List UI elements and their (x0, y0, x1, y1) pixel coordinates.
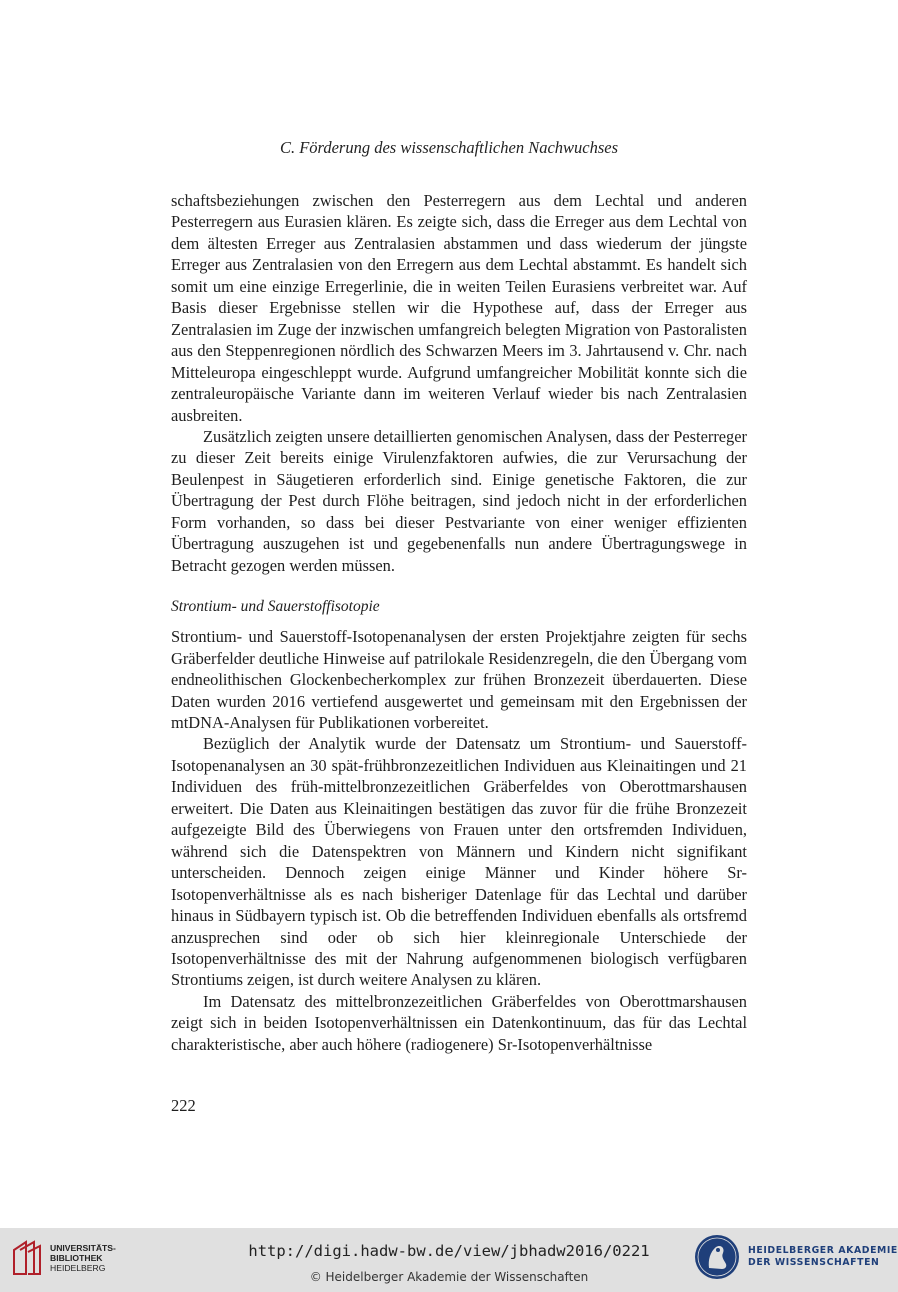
academy-name-line: DER WISSENSCHAFTEN (748, 1257, 880, 1268)
academy-seal-icon (694, 1234, 740, 1280)
page-number: 222 (171, 1096, 196, 1115)
academy-name-line: HEIDELBERGER AKADEMIE (748, 1245, 898, 1256)
paragraph: Zusätzlich zeigten unsere detaillierten genomischen Analysen, dass der Pesterreger zu dieser Zeit bereits einige Virulenzfaktoren aufwies, die zur Verursachung der Beulenpest in Säugetieren erforderlich sind. Einige genetische Faktoren, die zur Übertragung der Pest durch Flöhe beitragen, sind jedoch nicht in der erforderlichen Form vorhanden, so dass bei dieser Pestvariante von einer weniger effizienten Übertragung auszugehen ist und gegebenenfalls nun andere Übertragungswege in Betracht gezogen werden müssen. (171, 426, 747, 575)
body-text (171, 190, 747, 1055)
section-heading: Strontium- und Sauerstoffisotopie (171, 598, 380, 616)
academy-name (748, 1245, 898, 1269)
permalink-url[interactable]: http://digi.hadw-bw.de/view/jbhadw2016/0221 (248, 1242, 650, 1260)
library-name-line: HEIDELBERG (50, 1263, 106, 1273)
footer-bar (0, 1228, 898, 1292)
paragraph: Strontium- und Sauerstoff-Isotopenanalysen der ersten Projektjahre zeigten für sechs Gräberfelder deutliche Hinweise auf patrilokale Residenzregeln, die den Übergang vom endneolithischen Glockenbecherkomplex zur frühen Bronzezeit überdauerten. Diese Daten wurden 2016 vertiefend ausgewertet und gemeinsam mit den Ergebnissen der mtDNA-Analysen für Publikationen vorbereitet. (171, 627, 747, 732)
academy-logo[interactable] (694, 1234, 898, 1280)
paragraph: schaftsbeziehungen zwischen den Pesterregern aus dem Lechtal und anderen Pesterregern aus Eurasien klären. Es zeigte sich, dass die Erreger aus dem Lechtal von dem ältesten Erreger aus Zentralasien abstammen und dass wiederum der jüngste Erreger aus Zentralasien von den Erregern aus dem Lechtal abstammt. Es handelt sich somit um eine einzige Erregerlinie, die in weiten Teilen Eurasiens verbreitet war. Auf Basis dieser Ergebnisse stellen wir die Hypothese auf, dass der Erreger aus Zentralasien im Zuge der inzwischen umfangreich belegten Migration von Pastoralisten aus den Steppenregionen nördlich des Schwarzen Meers im 3. Jahrtausend v. Chr. nach Mitteleuropa eingeschleppt wurde. Aufgrund umfangreicher Mobilität konnte sich die zentraleuropäische Variante dann im weiteren Verlauf wieder bis nach Zentralasien ausbreiten. (171, 191, 747, 425)
library-name-line: UNIVERSITÄTS- (50, 1243, 116, 1253)
library-name-line: BIBLIOTHEK (50, 1253, 103, 1263)
running-head: C. Förderung des wissenschaftlichen Nachwuchses (279, 138, 619, 157)
copyright-notice: © Heidelberger Akademie der Wissenschaften (309, 1270, 589, 1284)
paragraph: Bezüglich der Analytik wurde der Datensatz um Strontium- und Sauerstoff-Isotopenanalysen an 30 spät-frühbronzezeitlichen Individuen aus Kleinaitingen und 21 Individuen des früh-mittelbronzezeitlichen Gräberfeldes von Oberottmarshausen erweitert. Die Daten aus Kleinaitingen bestätigen das zuvor für die frühe Bronzezeit aufgezeigte Bild des Überwiegens von Frauen unter den ortsfremden Individuen, während sich die Datenspektren von Männern und Kindern nicht signifikant unterscheiden. Dennoch zeigen einige Männer und Kinder höhere Sr-Isotopenverhältnisse als es nach bisheriger Datenlage für das Lechtal und darüber hinaus in Südbayern typisch ist. Ob die betreffenden Individuen ebenfalls als ortsfremd anzusprechen sind oder ob sich hier kleinregionale Unterschiede der Isotopenverhältnisse des mit der Nahrung aufgenommenen biologisch verfügbaren Strontiums zeigen, ist durch weitere Analysen zu klären. (171, 734, 747, 990)
paragraph: Im Datensatz des mittelbronzezeitlichen Gräberfeldes von Oberottmarshausen zeigt sich in beiden Isotopenverhältnissen ein Datenkontinuum, das für das Lechtal charakteristische, aber auch höhere (radiogenere) Sr-Isotopenverhältnisse (171, 991, 747, 1054)
